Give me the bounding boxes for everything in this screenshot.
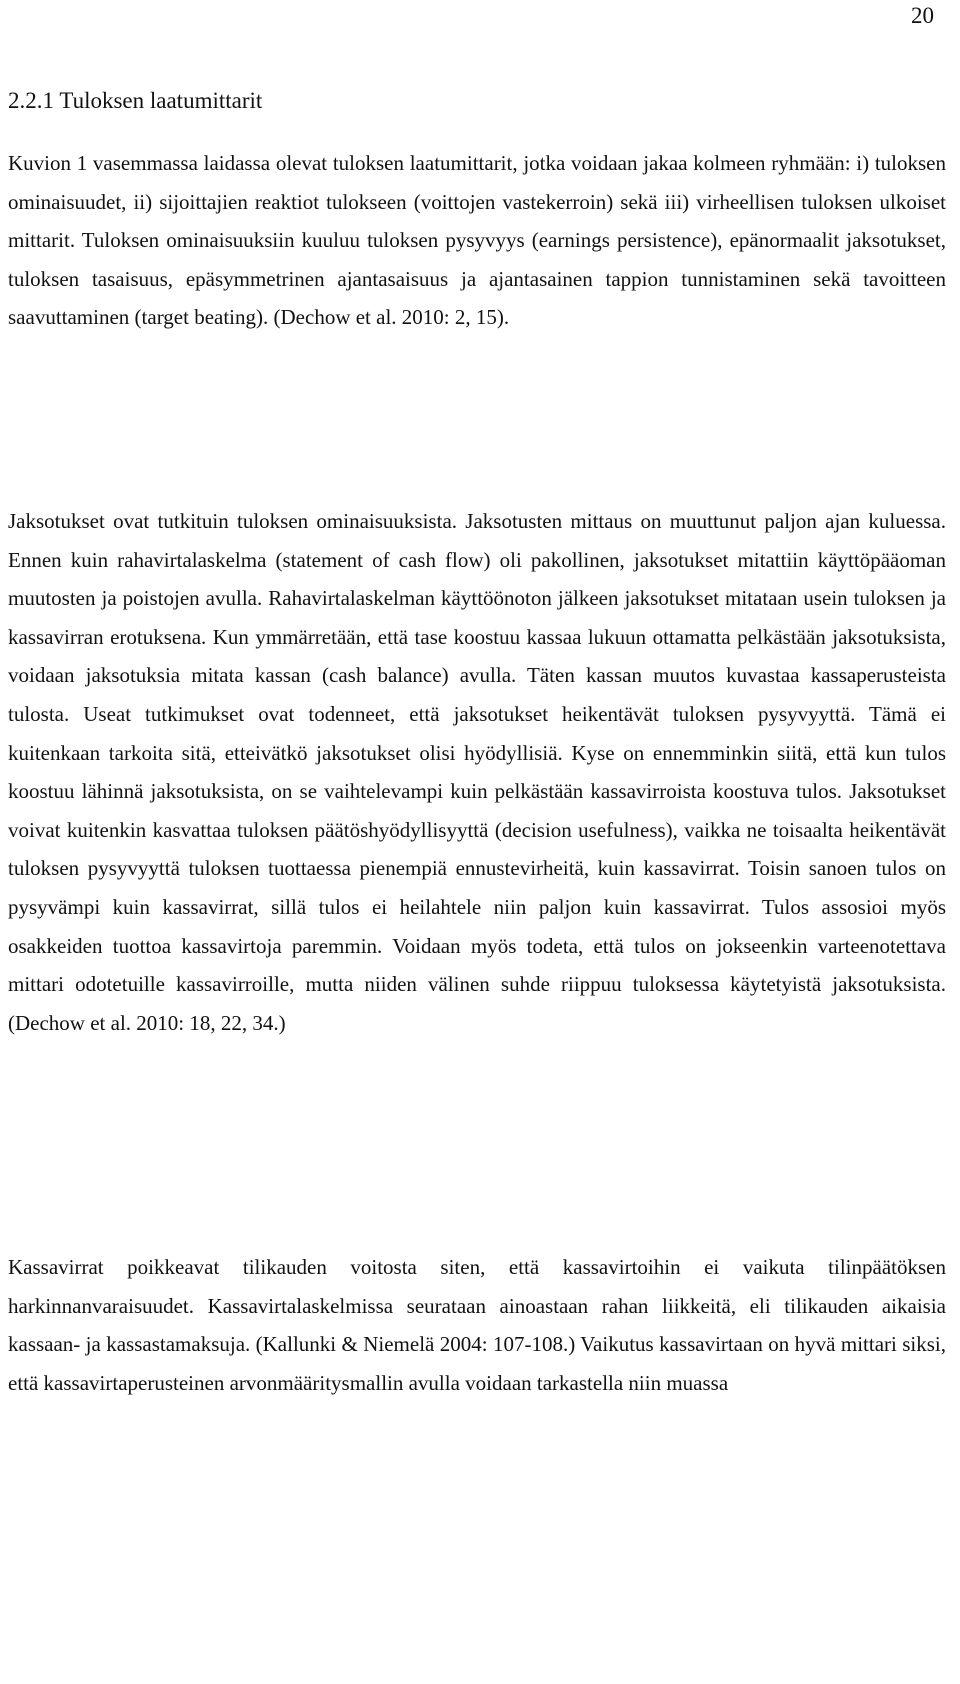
paragraph-accruals: Jaksotukset ovat tutkituin tuloksen ominaisuuksista. Jaksotusten mittaus on muuttunut paljon ajan kuluessa. Ennen kuin rahavirtalaskelma (statement of cash flow) oli pakollinen, jaksotukset mitattiin käyttöpääoman muutosten ja poistojen avulla. Rahavirtalaskelman käyttöönoton jälkeen jaksotukset mitataan usein tuloksen ja kassavirran erotuksena. Kun ymmärretään, että tase koostuu kassaa lukuun ottamatta pelkästään jaksotuksista, voidaan jaksotuksia mitata kassan (cash balance) avulla. Täten kassan muutos kuvastaa kassaperusteista tulosta. Useat tutkimukset ovat todenneet, että jaksotukset heikentävät tuloksen pysyvyyttä. Tämä ei kuitenkaan tarkoita sitä, etteivätkö jaksotukset olisi hyödyllisiä. Kyse on ennemminkin siitä, että kun tulos koostuu lähinnä jaksotuksista, on se vaihtelevampi kuin pelkästään kassavirroista koostuva tulos. Jaksotukset voivat kuitenkin kasvattaa tuloksen päätöshyödyllisyyttä (decision usefulness), vaikka ne toisaalta heikentävät tuloksen pysyvyyttä tuloksen tuottaessa pienempiä ennustevirheitä, kuin kassavirrat. Toisin sanoen tulos on pysyvämpi kuin kassavirrat, sillä tulos ei heilahtele niin paljon kuin kassavirrat. Tulos assosioi myös osakkeiden tuottoa kassavirtoja paremmin. Voidaan myös todeta, että tulos on jokseenkin varteenotettava mittari odotetuille kassavirroille, mutta niiden välinen suhde riippuu tuloksessa käytetyistä jaksotuksista. (Dechow et al. 2010: 18, 22, 34.) — [8, 509, 946, 1035]
paragraph-quality-measures: Kuvion 1 vasemmassa laidassa olevat tuloksen laatumittarit, jotka voidaan jakaa kolmeen ryhmään: i) tuloksen ominaisuudet, ii) sijoittajien reaktiot tulokseen (voittojen vastekerroin) sekä iii) virheellisen tuloksen ulkoiset mittarit. Tuloksen ominaisuuksiin kuuluu tuloksen pysyvyys (earnings persistence), epänormaalit jaksotukset, tuloksen tasaisuus, epäsymmetrinen ajantasaisuus ja ajantasainen tappion tunnistaminen sekä tavoitteen saavuttaminen (target beating). (Dechow et al. 2010: 2, 15). — [8, 151, 946, 330]
page-number: 20 — [911, 3, 934, 28]
paragraph-cash-flows: Kassavirrat poikkeavat tilikauden voitosta siten, että kassavirtoihin ei vaikuta tilinpäätöksen harkinnanvaraisuudet. Kassavirtalaskelmissa seurataan ainoastaan rahan liikkeitä, eli tilikauden aikaisia kassaan- ja kassastamaksuja. (Kallunki & Niemelä 2004: 107-108.) Vaikutus kassavirtaan on hyvä mittari siksi, että kassavirtaperusteinen arvonmääritysmallin avulla voidaan tarkastella niin muassa — [8, 1255, 946, 1395]
section-heading: 2.2.1 Tuloksen laatumittarit — [8, 88, 263, 113]
